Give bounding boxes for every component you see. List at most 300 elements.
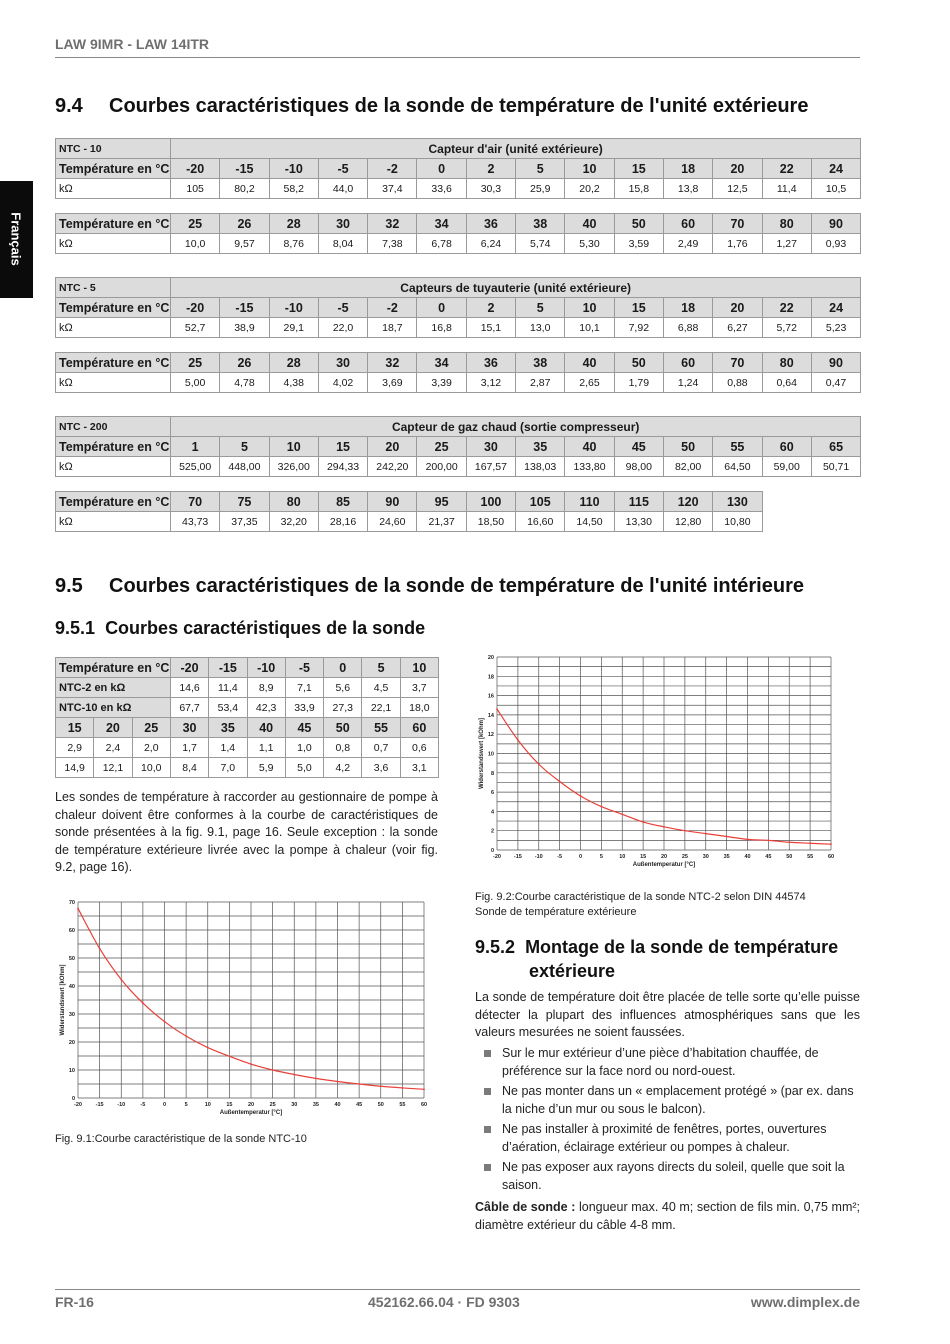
temperature-cell: 30 xyxy=(318,214,367,234)
resistance-cell: 15,1 xyxy=(466,318,515,338)
x-tick-label: 45 xyxy=(765,854,772,860)
resistance-cell: 21,37 xyxy=(417,512,466,532)
resistance-cell: 37,35 xyxy=(220,512,269,532)
y-tick-label: 60 xyxy=(68,928,75,934)
resistance-cell: 80,2 xyxy=(220,179,269,199)
temperature-cell: -5 xyxy=(318,298,367,318)
resistance-cell: 37,4 xyxy=(368,179,417,199)
data-point xyxy=(747,838,749,840)
temperature-cell: 25 xyxy=(417,437,466,457)
temperature-cell: -5 xyxy=(318,159,367,179)
y-tick-label: 0 xyxy=(71,1096,75,1102)
small-temperature-row-label: Température en °C xyxy=(56,658,171,678)
temperature-label: Température en °C xyxy=(56,159,171,179)
temperature-cell: 2 xyxy=(466,298,515,318)
small-temperature-row-b-cell: 40 xyxy=(247,718,285,738)
small-ntc10-row-b-cell: 5,9 xyxy=(247,758,285,778)
bullet-square-icon xyxy=(484,1164,491,1171)
resistance-cell: 242,20 xyxy=(368,457,417,477)
resistance-cell: 0,47 xyxy=(811,373,860,393)
temperature-cell: 30 xyxy=(466,437,515,457)
temperature-row xyxy=(56,298,861,318)
fig-9-2-caption xyxy=(475,890,806,920)
x-tick-label: 25 xyxy=(269,1102,276,1108)
resistance-row xyxy=(56,373,861,393)
temperature-row xyxy=(56,492,763,512)
temperature-cell: 110 xyxy=(565,492,614,512)
resistance-cell: 1,79 xyxy=(614,373,663,393)
temperature-cell: -2 xyxy=(368,298,417,318)
y-tick-label: 10 xyxy=(68,1068,75,1074)
x-tick-label: 60 xyxy=(827,854,835,860)
resistance-cell: 16,60 xyxy=(516,512,565,532)
x-tick-label: -20 xyxy=(493,854,501,860)
temperature-cell: 40 xyxy=(565,437,614,457)
resistance-cell: 138,03 xyxy=(516,457,565,477)
section-9-4-heading: 9.4 Courbes caractéristiques de la sonde de température de l'unité extérieure xyxy=(55,95,809,117)
data-point xyxy=(164,1021,166,1023)
temperature-cell: 20 xyxy=(368,437,417,457)
resistance-cell: 326,00 xyxy=(269,457,318,477)
bullet-square-icon xyxy=(484,1088,491,1095)
temperature-cell: -20 xyxy=(171,298,220,318)
temperature-cell: -20 xyxy=(171,159,220,179)
temperature-cell: -10 xyxy=(269,298,318,318)
small-ntc10-row-b xyxy=(56,758,439,778)
temperature-cell: 36 xyxy=(466,214,515,234)
resistance-unit-label: kΩ xyxy=(56,373,171,393)
resistance-cell: 33,6 xyxy=(417,179,466,199)
resistance-cell: 5,00 xyxy=(171,373,220,393)
resistance-cell: 0,93 xyxy=(811,234,860,254)
y-tick-label: 20 xyxy=(487,655,494,661)
resistance-unit-label: kΩ xyxy=(56,457,171,477)
data-point xyxy=(380,1085,382,1087)
x-tick-label: -20 xyxy=(74,1102,82,1108)
temperature-label: Température en °C xyxy=(56,298,171,318)
y-tick-label: 16 xyxy=(487,693,494,700)
sensor-table-ntc5-part2 xyxy=(55,352,861,393)
bullet-item xyxy=(475,1083,860,1118)
data-point xyxy=(272,1069,274,1071)
montage-bullet-list xyxy=(475,1045,860,1197)
sensor-table-title: Capteurs de tuyauterie (unité extérieure) xyxy=(171,278,861,298)
x-tick-label: 55 xyxy=(807,854,814,860)
resistance-cell: 133,80 xyxy=(565,457,614,477)
resistance-cell: 4,38 xyxy=(269,373,318,393)
small-ntc2-row-cell: 8,9 xyxy=(247,678,285,698)
small-temperature-row-cell: -5 xyxy=(285,658,323,678)
temperature-cell: 70 xyxy=(713,353,762,373)
small-temperature-row-cell: 10 xyxy=(400,658,438,678)
footer-website: www.dimplex.de xyxy=(750,1294,860,1310)
resistance-cell: 3,12 xyxy=(466,373,515,393)
resistance-unit-label: kΩ xyxy=(56,318,171,338)
x-tick-label: -10 xyxy=(534,854,543,860)
small-temperature-row-cell: 0 xyxy=(324,658,362,678)
temperature-cell: 60 xyxy=(663,214,712,234)
resistance-cell: 1,76 xyxy=(713,234,762,254)
data-point xyxy=(207,1047,209,1049)
header-title: LAW 9IMR - LAW 14ITR xyxy=(55,36,209,52)
data-point xyxy=(684,830,686,832)
temperature-cell: 28 xyxy=(269,214,318,234)
resistance-cell: 1,24 xyxy=(663,373,712,393)
x-tick-label: 25 xyxy=(681,854,688,860)
temperature-cell: 30 xyxy=(318,353,367,373)
data-point xyxy=(185,1035,187,1037)
resistance-cell: 10,80 xyxy=(713,512,762,532)
temperature-cell: 28 xyxy=(269,353,318,373)
temperature-cell: 32 xyxy=(368,353,417,373)
resistance-row xyxy=(56,318,861,338)
small-ntc10-row xyxy=(56,698,439,718)
resistance-cell: 0,64 xyxy=(762,373,811,393)
data-point xyxy=(788,841,790,843)
small-ntc2-row-b-cell: 1,1 xyxy=(247,738,285,758)
data-point xyxy=(767,839,769,841)
temperature-cell: 5 xyxy=(516,298,565,318)
data-point xyxy=(423,1088,425,1090)
y-tick-label: 12 xyxy=(487,732,494,739)
resistance-cell: 58,2 xyxy=(269,179,318,199)
small-ntc10-row-b-cell: 12,1 xyxy=(94,758,132,778)
temperature-cell: 50 xyxy=(614,353,663,373)
temperature-cell: 1 xyxy=(171,437,220,457)
y-tick-label: 6 xyxy=(490,790,494,797)
resistance-cell: 8,04 xyxy=(318,234,367,254)
resistance-cell: 6,27 xyxy=(713,318,762,338)
x-tick-label: 45 xyxy=(356,1102,363,1108)
bullet-text: Ne pas monter dans un « emplacement protégé » (par ex. dans la niche d’un mur ou sous le balcon). xyxy=(502,1084,854,1116)
x-tick-label: 20 xyxy=(660,854,668,860)
resistance-unit-label: kΩ xyxy=(56,179,171,199)
resistance-cell: 2,65 xyxy=(565,373,614,393)
small-ntc10-row-cell: 53,4 xyxy=(209,698,247,718)
temperature-cell: 18 xyxy=(663,159,712,179)
bullet-item xyxy=(475,1159,860,1194)
footer-page-number: FR-16 xyxy=(55,1294,94,1310)
temperature-cell: -15 xyxy=(220,159,269,179)
sensor-table-ntc5-part1 xyxy=(55,277,861,338)
data-point xyxy=(337,1081,339,1083)
x-tick-label: 40 xyxy=(744,854,751,860)
sensor-table-title: Capteur d'air (unité extérieure) xyxy=(171,139,861,159)
data-point xyxy=(538,763,540,765)
x-tick-label: 50 xyxy=(377,1102,384,1108)
temperature-cell: 80 xyxy=(762,353,811,373)
resistance-cell: 200,00 xyxy=(417,457,466,477)
resistance-cell: 5,23 xyxy=(811,318,860,338)
temperature-cell: 24 xyxy=(811,159,860,179)
data-point xyxy=(77,908,79,910)
small-ntc2-row-label: NTC-2 en kΩ xyxy=(56,678,171,698)
resistance-cell: 448,00 xyxy=(220,457,269,477)
x-tick-label: -10 xyxy=(117,1102,126,1108)
cable-text: longueur max. 40 m; section de fils min. 0,75 mm²; diamètre extérieur du câble 4-8 mm. xyxy=(475,1200,860,1232)
small-temperature-row-cell: -15 xyxy=(209,658,247,678)
resistance-cell: 38,9 xyxy=(220,318,269,338)
y-tick-label: 14 xyxy=(487,712,494,719)
bullet-text: Ne pas installer à proximité de fenêtres, portes, ouvertures d’aération, éclairage extérieur ou pompes à chaleur. xyxy=(502,1122,827,1154)
small-temperature-row-b xyxy=(56,718,439,738)
bullet-text: Sur le mur extérieur d’une pièce d’habitation chauffée, de préférence sur la face nord ou nord-ouest. xyxy=(502,1046,819,1078)
small-ntc2-row-cell: 7,1 xyxy=(285,678,323,698)
temperature-cell: 65 xyxy=(811,437,860,457)
small-ntc10-row-label: NTC-10 en kΩ xyxy=(56,698,171,718)
small-ntc10-row-b-cell: 14,9 xyxy=(56,758,94,778)
temperature-row xyxy=(56,214,861,234)
resistance-row xyxy=(56,512,763,532)
temperature-label: Température en °C xyxy=(56,437,171,457)
data-point xyxy=(293,1074,295,1076)
temperature-cell: 20 xyxy=(713,298,762,318)
resistance-cell: 7,38 xyxy=(368,234,417,254)
x-tick-label: 10 xyxy=(204,1102,211,1108)
y-tick-label: 50 xyxy=(68,956,75,962)
bullet-item xyxy=(475,1121,860,1156)
ntc-small-table xyxy=(55,657,439,778)
temperature-cell: 26 xyxy=(220,353,269,373)
temperature-cell: 75 xyxy=(220,492,269,512)
resistance-cell: 3,39 xyxy=(417,373,466,393)
small-ntc10-row-b-cell: 5,0 xyxy=(285,758,323,778)
resistance-cell: 22,0 xyxy=(318,318,367,338)
temperature-cell: 100 xyxy=(466,492,515,512)
temperature-cell: 40 xyxy=(565,353,614,373)
temperature-cell: 50 xyxy=(663,437,712,457)
resistance-cell: 9,57 xyxy=(220,234,269,254)
small-ntc2-row-b-cell: 2,9 xyxy=(56,738,94,758)
sensor-type-label: NTC - 10 xyxy=(56,139,171,159)
resistance-cell: 2,49 xyxy=(663,234,712,254)
resistance-cell: 0,88 xyxy=(713,373,762,393)
resistance-cell: 10,1 xyxy=(565,318,614,338)
y-axis-label: Widerstandswert [kOhm] xyxy=(479,718,485,789)
data-point xyxy=(663,826,665,828)
data-point xyxy=(830,843,832,845)
temperature-cell: 80 xyxy=(269,492,318,512)
sensor-table-ntc200-part1 xyxy=(55,416,861,477)
resistance-cell: 18,7 xyxy=(368,318,417,338)
temperature-cell: 22 xyxy=(762,298,811,318)
small-ntc2-row-b-cell: 1,0 xyxy=(285,738,323,758)
small-ntc10-row-b-cell: 10,0 xyxy=(132,758,170,778)
temperature-cell: 5 xyxy=(516,159,565,179)
temperature-cell: 15 xyxy=(614,159,663,179)
temperature-label: Température en °C xyxy=(56,492,171,512)
resistance-cell: 6,78 xyxy=(417,234,466,254)
y-tick-label: 20 xyxy=(68,1040,75,1046)
temperature-cell: 10 xyxy=(269,437,318,457)
temperature-cell: 32 xyxy=(368,214,417,234)
resistance-cell: 6,24 xyxy=(466,234,515,254)
resistance-cell: 98,00 xyxy=(614,457,663,477)
page-header xyxy=(55,36,860,58)
x-tick-label: 0 xyxy=(162,1102,167,1108)
data-point xyxy=(120,979,122,981)
resistance-cell: 43,73 xyxy=(171,512,220,532)
temperature-cell: -2 xyxy=(368,159,417,179)
small-temperature-row-cell: 5 xyxy=(362,658,400,678)
data-point xyxy=(580,795,582,797)
bullet-item xyxy=(475,1045,860,1080)
page-footer xyxy=(55,1289,860,1313)
temperature-cell: 90 xyxy=(368,492,417,512)
resistance-cell: 3,69 xyxy=(368,373,417,393)
temperature-cell: 24 xyxy=(811,298,860,318)
small-ntc10-row-b-cell: 3,1 xyxy=(400,758,438,778)
chart-fig-9-1 xyxy=(55,895,440,1120)
x-tick-label: 5 xyxy=(599,854,603,860)
x-tick-label: 60 xyxy=(420,1102,428,1108)
temperature-cell: 2 xyxy=(466,159,515,179)
temperature-cell: 22 xyxy=(762,159,811,179)
temperature-cell: 85 xyxy=(318,492,367,512)
temperature-cell: 120 xyxy=(663,492,712,512)
sondes-paragraph: Les sondes de température à raccorder au gestionnaire de pompe à chaleur doivent être conformes à la courbe de caractéristiques de sonde présentées à la fig. 9.1, page 16. Seule exception : la sonde de température extérieure livrée avec la pompe à chaleur (voir fig. 9.2, page 16). xyxy=(55,790,438,874)
resistance-row xyxy=(56,457,861,477)
table-title-row xyxy=(56,278,861,298)
small-temperature-row-cell: -10 xyxy=(247,658,285,678)
resistance-cell: 13,30 xyxy=(614,512,663,532)
data-point xyxy=(726,836,728,838)
x-tick-label: -5 xyxy=(557,854,563,860)
small-ntc10-row-b-cell: 8,4 xyxy=(170,758,208,778)
small-temperature-row-b-cell: 45 xyxy=(285,718,323,738)
x-tick-label: 20 xyxy=(247,1102,255,1108)
small-ntc2-row-b-cell: 0,6 xyxy=(400,738,438,758)
cable-paragraph xyxy=(475,1199,860,1234)
temperature-cell: 38 xyxy=(516,353,565,373)
section-9-5-1-heading: 9.5.1 Courbes caractéristiques de la sonde xyxy=(55,618,426,638)
resistance-cell: 14,50 xyxy=(565,512,614,532)
small-temperature-row-cell: -20 xyxy=(170,658,208,678)
small-temperature-row-b-cell: 25 xyxy=(132,718,170,738)
small-ntc10-row-b-cell: 7,0 xyxy=(209,758,247,778)
small-ntc2-row-b-cell: 2,4 xyxy=(94,738,132,758)
chart-fig-9-2 xyxy=(475,648,860,870)
y-tick-label: 2 xyxy=(490,828,494,835)
temperature-row xyxy=(56,437,861,457)
small-temperature-row-b-cell: 60 xyxy=(400,718,438,738)
fig-9-2-caption-line2: Sonde de température extérieure xyxy=(475,906,637,918)
resistance-cell: 20,2 xyxy=(565,179,614,199)
data-point xyxy=(250,1063,252,1065)
data-point xyxy=(559,781,561,783)
temperature-cell: 10 xyxy=(565,159,614,179)
resistance-cell: 30,3 xyxy=(466,179,515,199)
small-ntc10-row-cell: 42,3 xyxy=(247,698,285,718)
x-tick-label: 40 xyxy=(334,1102,341,1108)
small-ntc2-row xyxy=(56,678,439,698)
resistance-cell: 5,74 xyxy=(516,234,565,254)
x-tick-label: 0 xyxy=(578,854,583,860)
resistance-cell: 59,00 xyxy=(762,457,811,477)
resistance-cell: 5,30 xyxy=(565,234,614,254)
resistance-cell: 29,1 xyxy=(269,318,318,338)
x-tick-label: 30 xyxy=(291,1102,298,1108)
temperature-cell: 26 xyxy=(220,214,269,234)
temperature-cell: 80 xyxy=(762,214,811,234)
bullet-square-icon xyxy=(484,1050,491,1057)
resistance-cell: 167,57 xyxy=(466,457,515,477)
data-point xyxy=(517,739,519,741)
y-tick-label: 70 xyxy=(68,900,75,906)
table-title-row xyxy=(56,417,861,437)
resistance-unit-label: kΩ xyxy=(56,234,171,254)
x-tick-label: 10 xyxy=(619,854,626,860)
bullet-square-icon xyxy=(484,1126,491,1133)
data-point xyxy=(358,1083,360,1085)
small-temperature-row-b-cell: 30 xyxy=(170,718,208,738)
temperature-cell: 34 xyxy=(417,214,466,234)
small-ntc10-row-cell: 22,1 xyxy=(362,698,400,718)
temperature-cell: -10 xyxy=(269,159,318,179)
temperature-cell: 70 xyxy=(713,214,762,234)
temperature-cell: 130 xyxy=(713,492,762,512)
temperature-cell: 60 xyxy=(663,353,712,373)
y-tick-label: 18 xyxy=(487,674,494,681)
data-point xyxy=(142,1002,144,1004)
small-ntc2-row-cell: 4,5 xyxy=(362,678,400,698)
sensor-table-ntc10-part2 xyxy=(55,213,861,254)
sensor-type-label: NTC - 5 xyxy=(56,278,171,298)
resistance-cell: 7,92 xyxy=(614,318,663,338)
small-ntc10-row-b-cell: 4,2 xyxy=(324,758,362,778)
footer-doc-number: 452162.66.04 · FD 9303 xyxy=(368,1294,520,1310)
cable-label: Câble de sonde : xyxy=(475,1200,576,1214)
temperature-cell: 10 xyxy=(565,298,614,318)
small-ntc10-row-cell: 67,7 xyxy=(170,698,208,718)
resistance-cell: 2,87 xyxy=(516,373,565,393)
resistance-cell: 4,78 xyxy=(220,373,269,393)
small-temperature-row-b-cell: 15 xyxy=(56,718,94,738)
small-temperature-row xyxy=(56,658,439,678)
x-tick-label: -5 xyxy=(140,1102,146,1108)
resistance-unit-label: kΩ xyxy=(56,512,171,532)
temperature-cell: 36 xyxy=(466,353,515,373)
temperature-row xyxy=(56,159,861,179)
section-9-5-2-heading: 9.5.2 Montage de la sonde de température extérieure xyxy=(475,937,839,981)
x-tick-label: 5 xyxy=(184,1102,188,1108)
sensor-table-ntc10-part1 xyxy=(55,138,861,199)
data-point xyxy=(99,948,101,950)
data-point xyxy=(705,833,707,835)
small-ntc2-row-b-cell: 1,4 xyxy=(209,738,247,758)
resistance-cell: 15,8 xyxy=(614,179,663,199)
resistance-cell: 82,00 xyxy=(663,457,712,477)
resistance-cell: 10,5 xyxy=(811,179,860,199)
data-point xyxy=(228,1055,230,1057)
x-tick-label: -15 xyxy=(95,1102,104,1108)
small-temperature-row-b-cell: 20 xyxy=(94,718,132,738)
fig-9-2-caption-line1: Fig. 9.2:Courbe caractéristique de la sonde NTC-2 selon DIN 44574 xyxy=(475,891,806,903)
y-tick-label: 8 xyxy=(490,770,494,777)
temperature-cell: 95 xyxy=(417,492,466,512)
resistance-cell: 6,88 xyxy=(663,318,712,338)
resistance-cell: 32,20 xyxy=(269,512,318,532)
resistance-cell: 24,60 xyxy=(368,512,417,532)
resistance-cell: 13,8 xyxy=(663,179,712,199)
data-point xyxy=(809,842,811,844)
data-point xyxy=(496,708,498,710)
x-axis-label: Außentemperatur [°C] xyxy=(632,862,696,868)
y-axis-label: Widerstandswert [kOhm] xyxy=(60,964,66,1036)
resistance-cell: 44,0 xyxy=(318,179,367,199)
data-point xyxy=(642,821,644,823)
resistance-cell: 105 xyxy=(171,179,220,199)
